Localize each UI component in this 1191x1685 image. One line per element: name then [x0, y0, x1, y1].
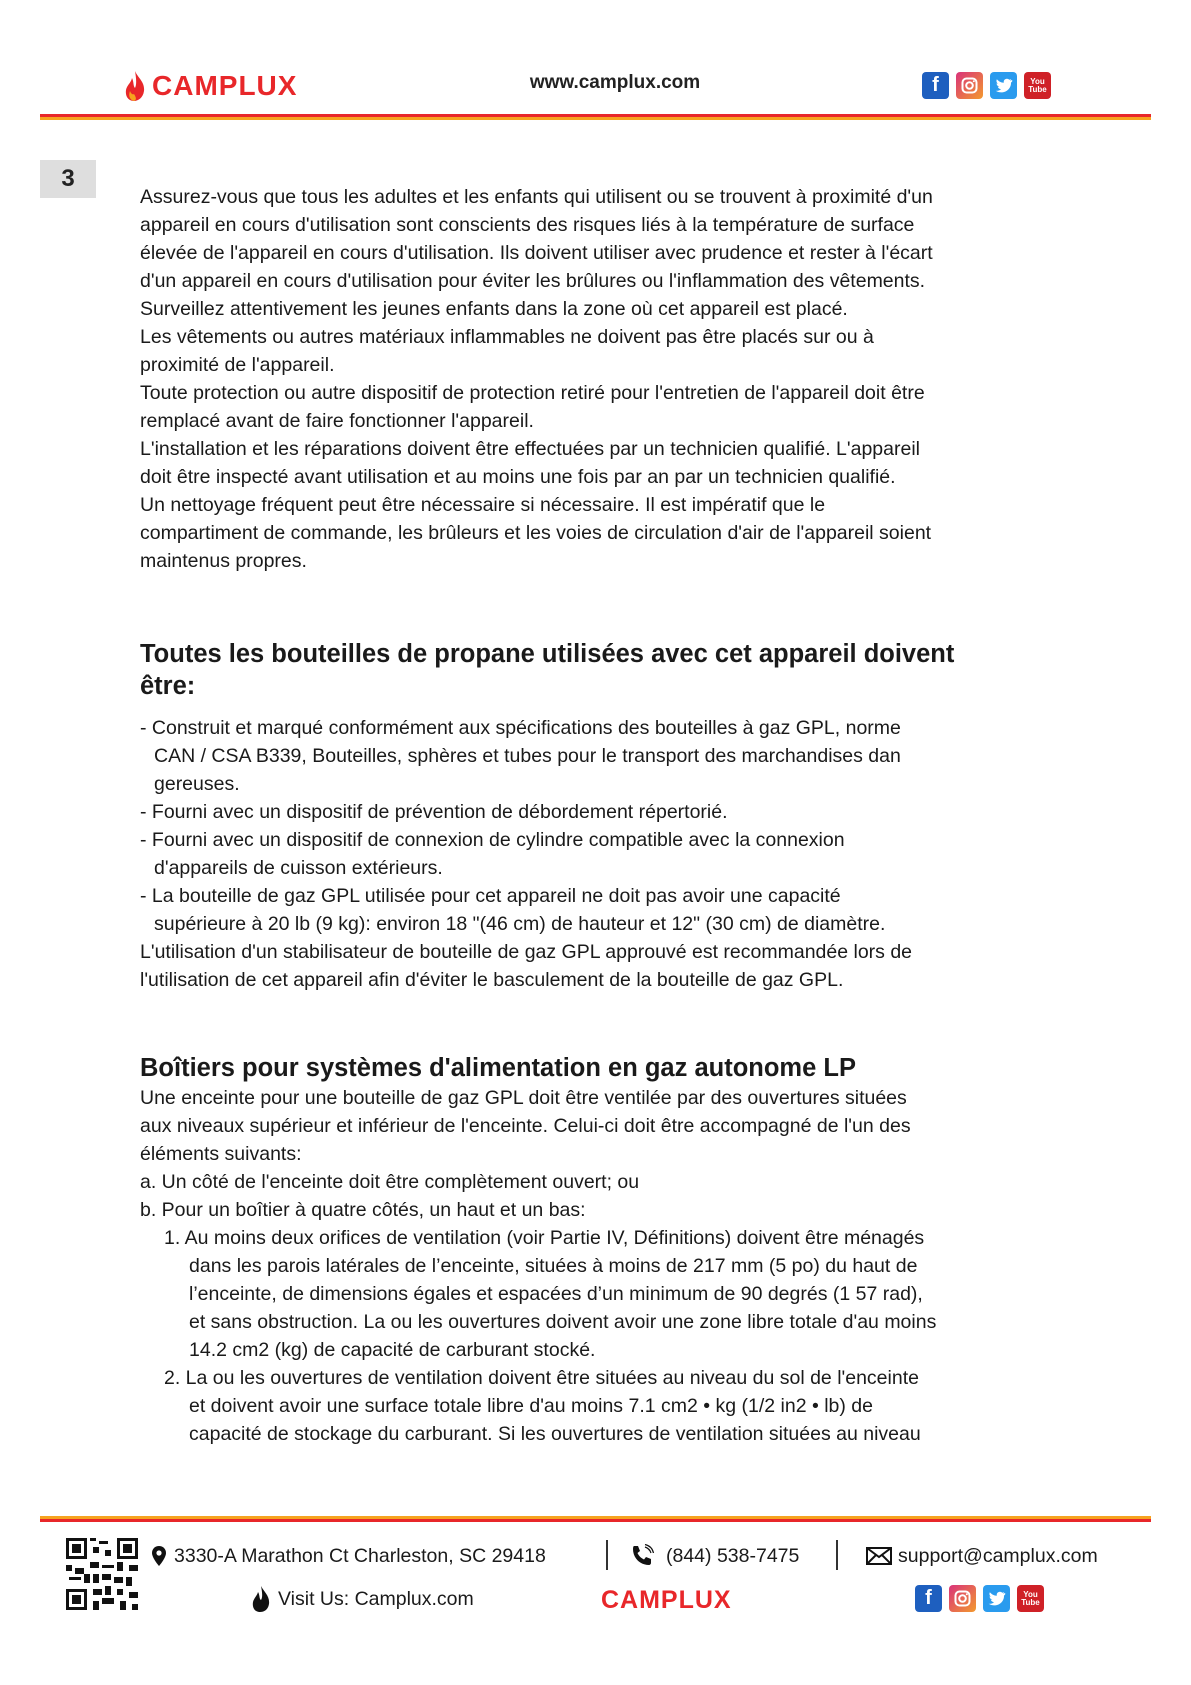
website-url[interactable]: www.camplux.com [529, 72, 701, 93]
text-line: d'un appareil en cours d'utilisation pour éviter les brûlures ou l'inflammation des vêtements. [140, 270, 926, 292]
instagram-icon[interactable] [956, 72, 983, 99]
flame-icon [124, 70, 146, 102]
option-a: a. Un côté de l'enceinte doit être complètement ouvert; ou [140, 1171, 640, 1193]
footer-separator [606, 1540, 608, 1570]
youtube-icon[interactable]: You Tube [1024, 72, 1051, 99]
twitter-icon[interactable] [990, 72, 1017, 99]
numbered-item: 2. La ou les ouvertures de ventilation doivent être situées au niveau du sol de l'enceinte [164, 1367, 919, 1389]
mail-icon [866, 1547, 892, 1565]
text-line: Surveillez attentivement les jeunes enfants dans la zone où cet appareil est placé. [140, 298, 848, 320]
list-item-cont: gereuses. [154, 773, 240, 795]
numbered-item-cont: et sans obstruction. La ou les ouvertures doivent avoir une zone libre totale d'au moins [189, 1311, 937, 1333]
list-item: - La bouteille de gaz GPL utilisée pour cet appareil ne doit pas avoir une capacité [140, 885, 841, 907]
footer-separator [836, 1540, 838, 1570]
text-line: compartiment de commande, les brûleurs et les voies de circulation d'air de l'appareil soient [140, 522, 932, 544]
list-item-cont: CAN / CSA B339, Bouteilles, sphères et tubes pour le transport des marchandises dan [154, 745, 901, 767]
footer-social-icons [915, 1585, 1044, 1612]
text-line: Un nettoyage fréquent peut être nécessaire si nécessaire. Il est impératif que le [140, 494, 826, 516]
text-line: doit être inspecté avant utilisation et au moins une fois par an par un technicien qualifié. [140, 466, 896, 488]
text-line: proximité de l'appareil. [140, 354, 335, 376]
address-text: 3330-A Marathon Ct Charleston, SC 29418 [174, 1544, 546, 1567]
phone-icon [630, 1544, 656, 1568]
numbered-item-cont: capacité de stockage du carburant. Si les ouvertures de ventilation situées au niveau [189, 1423, 921, 1445]
text-line: L'utilisation d'un stabilisateur de bouteille de gaz GPL approuvé est recommandée lors de [140, 941, 913, 963]
visit-text: Visit Us: Camplux.com [278, 1587, 474, 1610]
section-heading: être: [140, 672, 196, 700]
text-line: maintenus propres. [140, 550, 307, 572]
camplux-logo[interactable] [124, 68, 297, 104]
brand-name: CAMPLUX [152, 70, 298, 101]
numbered-item-cont: l’enceinte, de dimensions égales et espacées d’un minimum de 90 degrés (1 57 rad), [189, 1283, 923, 1305]
footer-phone[interactable] [630, 1542, 799, 1570]
email-text: support@camplux.com [898, 1544, 1098, 1567]
numbered-item-cont: dans les parois latérales de l’enceinte, situées à moins de 217 mm (5 po) du haut de [189, 1255, 918, 1277]
text-line: remplacé avant de faire fonctionner l'appareil. [140, 410, 534, 432]
footer-email[interactable] [866, 1542, 1098, 1570]
numbered-item: 1. Au moins deux orifices de ventilation (voir Partie IV, Définitions) doivent être ménagés [164, 1227, 925, 1249]
text-line: aux niveaux supérieur et inférieur de l'enceinte. Celui-ci doit être accompagné de l'un des [140, 1115, 911, 1137]
section-heading: Toutes les bouteilles de propane utilisées avec cet appareil doivent [140, 640, 955, 668]
list-item: - Fourni avec un dispositif de prévention de débordement répertorié. [140, 801, 728, 823]
numbered-item-cont: et doivent avoir une surface totale libre d'au moins 7.1 cm2 • kg (1/2 in2 • lb) de [189, 1395, 873, 1417]
list-item: - Fourni avec un dispositif de connexion de cylindre compatible avec la connexion [140, 829, 845, 851]
text-line: Les vêtements ou autres matériaux inflammables ne doivent pas être placés sur ou à [140, 326, 874, 348]
text-line: L'installation et les réparations doivent être effectuées par un technicien qualifié. L'appareil [140, 438, 920, 460]
page-header [0, 0, 1191, 130]
numbered-item-cont: 14.2 cm2 (kg) de capacité de carburant stocké. [189, 1339, 596, 1361]
flame-icon [250, 1585, 272, 1613]
option-b: b. Pour un boîtier à quatre côtés, un haut et un bas: [140, 1199, 586, 1221]
list-item-cont: d'appareils de cuisson extérieurs. [154, 857, 443, 879]
section-heading: Boîtiers pour systèmes d'alimentation en gaz autonome LP [140, 1054, 856, 1082]
twitter-icon[interactable] [983, 1585, 1010, 1612]
header-divider [40, 114, 1151, 120]
facebook-icon[interactable]: f [922, 72, 949, 99]
text-line: appareil en cours d'utilisation sont conscients des risques liés à la température de surface [140, 214, 915, 236]
instagram-icon[interactable] [949, 1585, 976, 1612]
list-item-cont: supérieure à 20 lb (9 kg): environ 18 "(46 cm) de hauteur et 12" (30 cm) de diamètre. [154, 913, 886, 935]
list-item: - Construit et marqué conformément aux spécifications des bouteilles à gaz GPL, norme [140, 717, 901, 739]
footer-brand-logo: CAMPLUX [601, 1586, 732, 1614]
text-line: Toute protection ou autre dispositif de protection retiré pour l'entretien de l'appareil doit être [140, 382, 925, 404]
page-content [140, 183, 1080, 1448]
propane-bottle-section [140, 638, 1080, 994]
page-number: 3 [40, 160, 96, 198]
facebook-icon[interactable]: f [915, 1585, 942, 1612]
text-line: éléments suivants: [140, 1143, 302, 1165]
footer-address [152, 1542, 546, 1570]
text-line: l'utilisation de cet appareil afin d'éviter le basculement de la bouteille de gaz GPL. [140, 969, 844, 991]
qr-code-icon[interactable] [66, 1538, 138, 1610]
youtube-icon[interactable]: You Tube [1017, 1585, 1044, 1612]
location-pin-icon [152, 1546, 166, 1566]
social-icons [922, 72, 1051, 99]
text-line: Assurez-vous que tous les adultes et les enfants qui utilisent ou se trouvent à proximité d'un [140, 186, 933, 208]
footer-visit[interactable] [250, 1585, 474, 1613]
intro-paragraph [140, 183, 1080, 575]
footer-divider [40, 1516, 1151, 1522]
enclosure-section [140, 1052, 1080, 1448]
text-line: élevée de l'appareil en cours d'utilisation. Ils doivent utiliser avec prudence et rester à l'écart [140, 242, 933, 264]
text-line: Une enceinte pour une bouteille de gaz GPL doit être ventilée par des ouvertures situées [140, 1087, 907, 1109]
phone-text: (844) 538-7475 [666, 1544, 800, 1567]
